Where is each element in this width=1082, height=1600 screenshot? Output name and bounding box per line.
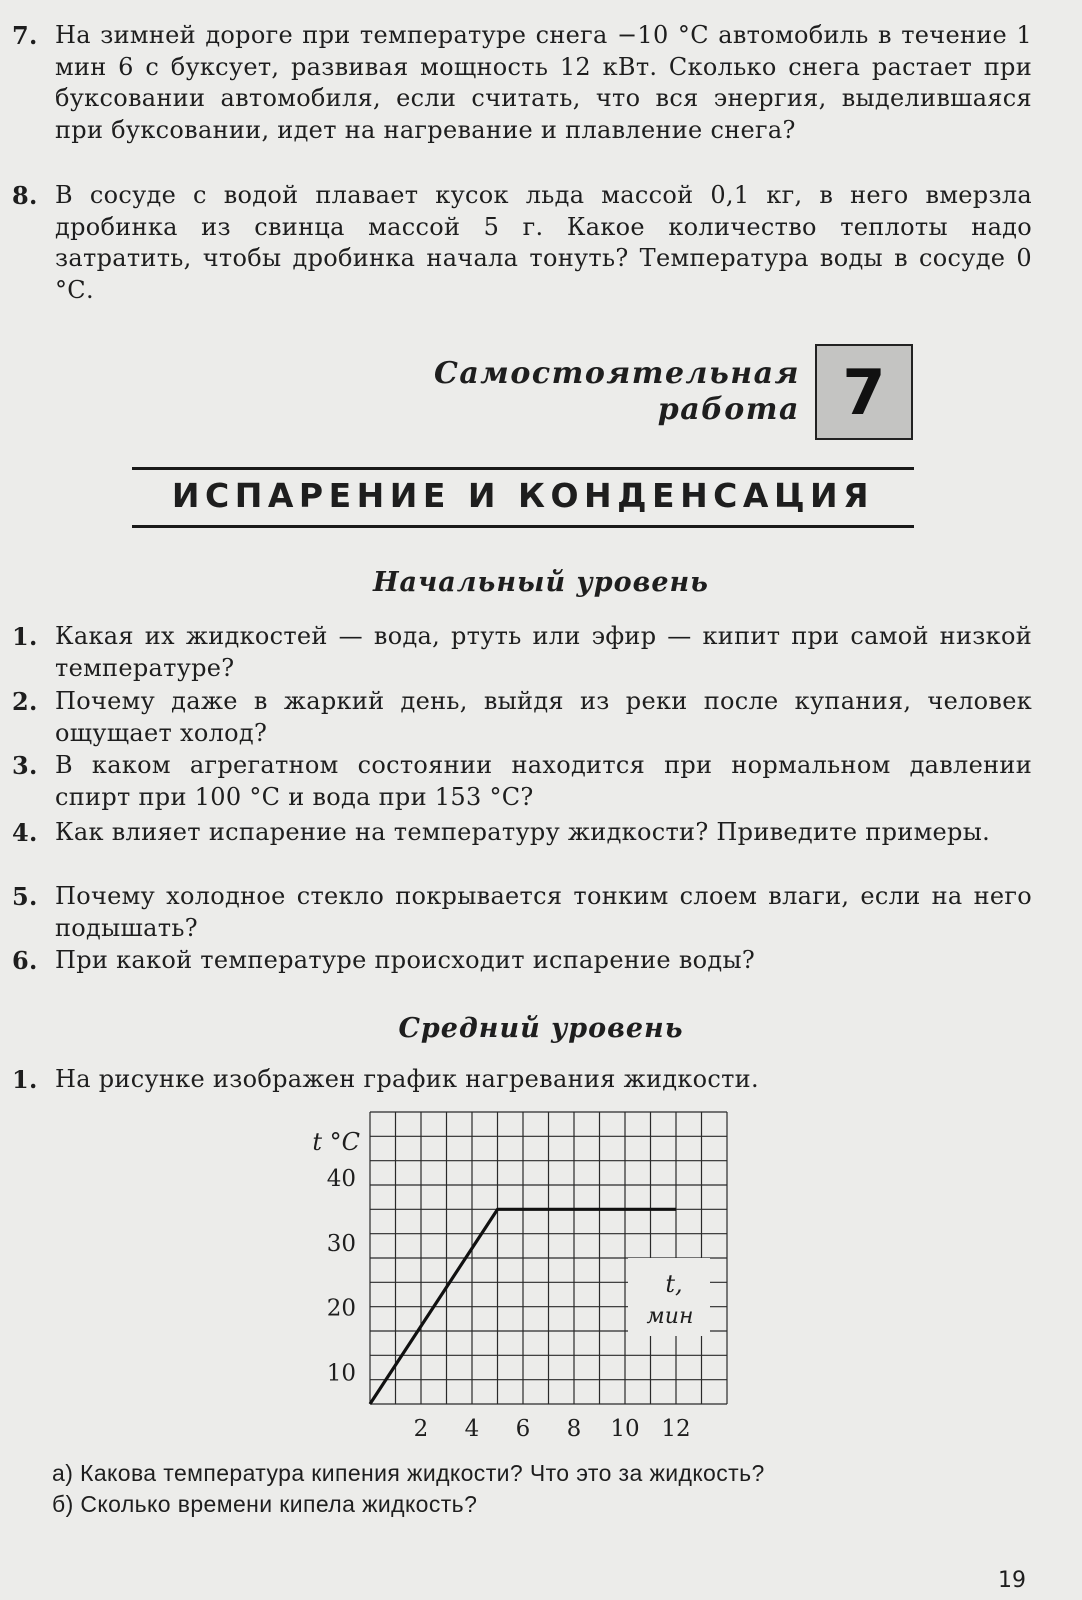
problem-text: Почему даже в жаркий день, выйдя из реки после купания, человек ощущает холод?: [55, 687, 1032, 747]
work-number-box: 7: [815, 344, 913, 440]
heating-chart: [290, 1104, 750, 1450]
previous-problem-8: [12, 180, 1032, 306]
problem-number: 6.: [12, 946, 38, 975]
bottom-rule: [132, 525, 914, 528]
y-axis-label: t °C: [312, 1128, 360, 1156]
x-tick-label: 8: [566, 1416, 582, 1442]
problem-number: 3.: [12, 751, 38, 780]
middle-problem-1: [12, 1064, 1032, 1096]
y-tick-label: 40: [326, 1165, 356, 1192]
problem-number: 5.: [12, 882, 38, 911]
y-tick-label: 10: [326, 1360, 356, 1387]
subquestion-a: а) Какова температура кипения жидкости? Что это за жидкость?: [52, 1460, 765, 1486]
basic-problem-1: [12, 621, 1032, 684]
previous-problem-7: [12, 20, 1032, 146]
label-line-1: Самостоятельная: [433, 356, 800, 391]
middle-level-heading: Средний уровень: [398, 1013, 684, 1044]
problem-text: Какая их жидкостей — вода, ртуть или эфир — кипит при самой низкой температуре?: [55, 622, 1032, 682]
problem-text: Как влияет испарение на температуру жидкости? Приведите примеры.: [55, 818, 991, 846]
basic-problem-4: [12, 817, 1032, 849]
problem-text: Почему холодное стекло покрывается тонким слоем влаги, если на него подышать?: [55, 882, 1032, 942]
problem-number: 8.: [12, 181, 38, 210]
page-number: 19: [998, 1568, 1026, 1593]
problem-text: В сосуде с водой плавает кусок льда массой 0,1 кг, в него вмерзла дробинка из свинца массой 5 г. Какое количество теплоты надо затратить, чтобы дробинка начала тонуть? Температура воды в сосуде 0 °С.: [55, 181, 1032, 304]
problem-number: 7.: [12, 21, 38, 50]
problem-number: 1.: [12, 1065, 38, 1094]
x-tick-label: 12: [661, 1416, 691, 1442]
x-tick-label: 6: [515, 1416, 531, 1442]
problem-number: 2.: [12, 687, 38, 716]
top-rule: [132, 467, 914, 470]
label-line-2: работа: [657, 392, 800, 427]
x-tick-label: 10: [610, 1416, 640, 1442]
problem-text: В каком агрегатном состоянии находится при нормальном давлении спирт при 100 °С и вода при 153 °С?: [55, 751, 1032, 811]
x-axis-label-line2: мин: [646, 1304, 694, 1329]
y-tick-label: 30: [326, 1230, 356, 1257]
problem-text: На зимней дороге при температуре снега −10 °С автомобиль в течение 1 мин 6 с буксует, развивая мощность 12 кВт. Сколько снега растает при буксовании автомобиля, если считать, что вся энергия, выделившаяся при буксовании, идет на нагревание и плавление снега?: [55, 21, 1032, 144]
subquestion-b: б) Сколько времени кипела жидкость?: [52, 1491, 478, 1517]
independent-work-label: [380, 356, 800, 428]
section-title: ИСПАРЕНИЕ И КОНДЕНСАЦИЯ: [171, 476, 875, 515]
basic-problem-2: [12, 686, 1032, 749]
problem-text: На рисунке изображен график нагревания жидкости.: [55, 1065, 759, 1093]
basic-problem-6: [12, 945, 1032, 977]
y-tick-label: 20: [326, 1295, 356, 1322]
basic-problem-3: [12, 750, 1032, 813]
x-tick-label: 2: [413, 1416, 429, 1442]
x-tick-label: 4: [464, 1416, 480, 1442]
x-axis-label-line1: t,: [665, 1270, 683, 1298]
problem-number: 1.: [12, 622, 38, 651]
problem-text: При какой температуре происходит испарение воды?: [55, 946, 756, 974]
problem-number: 4.: [12, 818, 38, 847]
basic-level-heading: Начальный уровень: [372, 567, 709, 598]
basic-problem-5: [12, 881, 1032, 944]
